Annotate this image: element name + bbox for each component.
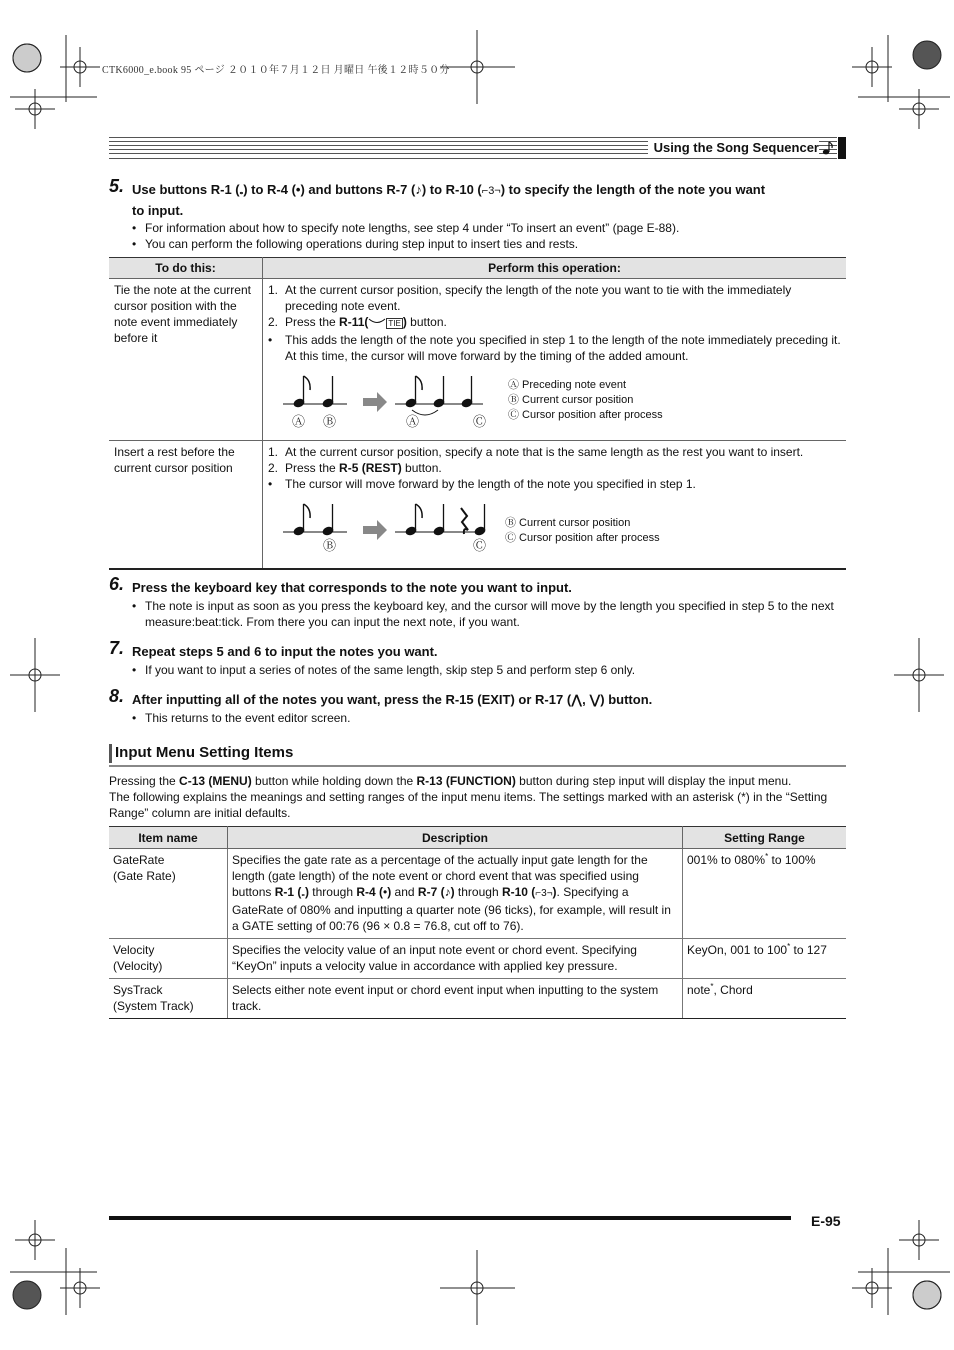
whole-note-icon: 𝅝 bbox=[239, 186, 244, 196]
marker-b: Ⓑ bbox=[323, 538, 337, 553]
setting-range-cell: 001% to 080%* to 100% bbox=[683, 849, 847, 939]
setting-range-cell: KeyOn, 001 to 100* to 127 bbox=[683, 939, 847, 979]
table-header: Perform this operation: bbox=[263, 258, 847, 279]
diagram-legend: Ⓐ Preceding note event Ⓑ Current cursor position Ⓒ Cursor position after process bbox=[508, 379, 663, 421]
input-menu-table bbox=[109, 826, 846, 1019]
dot-icon: • bbox=[295, 182, 301, 197]
tie-icon bbox=[368, 318, 386, 326]
marker-b: Ⓑ bbox=[323, 414, 337, 429]
setting-range-cell: note*, Chord bbox=[683, 979, 847, 1019]
description-cell: Specifies the gate rate as a percentage of the actually input gate length for the length (gate length) of the note event or chord event that was specified using buttons R-1 (𝅝) through R-4 (•) and R-7 (♪) through R-10 (⌐3¬). Specifying a GateRate of 080% and inputting a quarter note (96 ticks), for example, will result in a GATE setting of 00:76 (96 × 0.8 = 76.8, cut off to 76). bbox=[228, 849, 683, 939]
step-title: Use buttons R-1 (𝅝) to R-4 (•) and buttons R-7 (♪) to R-10 (⌐3¬) to specify the length of the note you want to input. bbox=[132, 182, 766, 218]
todo-cell: Insert a rest before the current cursor position bbox=[109, 441, 263, 570]
footer-rule bbox=[109, 1216, 791, 1220]
table-header: To do this: bbox=[109, 258, 263, 279]
step-number: 6. bbox=[109, 574, 125, 594]
rest-notation-diagram bbox=[268, 492, 841, 564]
step-number: 8. bbox=[109, 686, 125, 706]
operation-cell: 1. At the current cursor position, specify the length of the note you want to tie with the immediately preceding note event. 2. Press the R-11( TIE ) button. • This adds the length of the note you specified in step 1 to the length of the note immediately preceding it. At this time, the cursor will move forward by the timing of the added amount. Ⓐ Ⓑ Ⓐ Ⓒ Ⓐ Preceding note event Ⓑ Current cursor position Ⓒ Cursor position after process bbox=[263, 279, 847, 441]
section-intro: Pressing the C-13 (MENU) button while holding down the R-13 (FUNCTION) button during step input will display the input menu. The following explains the meanings and setting ranges of the input menu items. The settings marked with an asterisk (*) in the “Setting Range” column are initial defaults. bbox=[109, 774, 828, 820]
diagram-legend: Ⓑ Current cursor position Ⓒ Cursor position after process bbox=[505, 517, 660, 544]
operation-cell: 1. At the current cursor position, specify a note that is the same length as the rest you want to insert. 2. Press the R-5 (REST) button. • The cursor will move forward by the length of the note you specified in step 1. Ⓑ Ⓒ Ⓑ Current cursor position Ⓒ Cursor position after process bbox=[263, 441, 847, 570]
step-title: Repeat steps 5 and 6 to input the notes you want. bbox=[132, 644, 438, 659]
table-row bbox=[109, 979, 846, 1019]
triplet-icon: ⌐3¬ bbox=[535, 888, 553, 899]
dot-icon: • bbox=[383, 885, 388, 899]
book-print-line: CTK6000_e.book 95 ページ ２０１０年７月１２日 月曜日 午後１２時５０分 bbox=[102, 65, 450, 76]
table-row bbox=[109, 279, 846, 441]
description-cell: Specifies the velocity value of an input note event or chord event. Specifying “KeyOn” inputs a velocity value in accordance with applied key pressure. bbox=[228, 939, 683, 979]
marker-c: Ⓒ bbox=[473, 414, 487, 429]
item-name-cell: Velocity (Velocity) bbox=[109, 939, 228, 979]
marker-a: Ⓐ bbox=[406, 414, 420, 429]
tie-notation-diagram bbox=[268, 364, 841, 440]
step-title: Press the keyboard key that corresponds to the note you want to input. bbox=[132, 580, 572, 595]
operations-table bbox=[109, 257, 846, 570]
table-header: Item name bbox=[109, 827, 228, 849]
eighth-note-icon: ♪ bbox=[444, 885, 451, 899]
triplet-icon: ⌐3¬ bbox=[481, 185, 501, 197]
step-title: After inputting all of the notes you want, press the R-15 (EXIT) or R-17 (⋀, ⋁) button. bbox=[132, 692, 653, 707]
table-header: Description bbox=[228, 827, 683, 849]
page-number: E-95 bbox=[811, 1213, 841, 1229]
page-header-title: Using the Song Sequencer bbox=[648, 140, 819, 155]
step-number: 5. bbox=[109, 176, 125, 196]
table-header: Setting Range bbox=[683, 827, 847, 849]
description-cell: Selects either note event input or chord event input when inputting to the system track. bbox=[228, 979, 683, 1019]
item-name-cell: SysTrack (System Track) bbox=[109, 979, 228, 1019]
section-title: Input Menu Setting Items bbox=[115, 744, 294, 761]
header-note-icon bbox=[822, 140, 834, 156]
item-name-cell: GateRate (Gate Rate) bbox=[109, 849, 228, 939]
table-row bbox=[109, 939, 846, 979]
table-row bbox=[109, 441, 846, 570]
marker-c: Ⓒ bbox=[473, 538, 487, 553]
todo-cell: Tie the note at the current cursor position with the note event immediately before it bbox=[109, 279, 263, 441]
eighth-note-icon: ♪ bbox=[415, 182, 422, 197]
whole-note-icon: 𝅝 bbox=[301, 888, 305, 898]
section-heading bbox=[109, 742, 846, 767]
header-tab-marker bbox=[838, 137, 846, 159]
table-row bbox=[109, 849, 846, 939]
step-number: 7. bbox=[109, 638, 125, 658]
marker-a: Ⓐ bbox=[292, 414, 306, 429]
